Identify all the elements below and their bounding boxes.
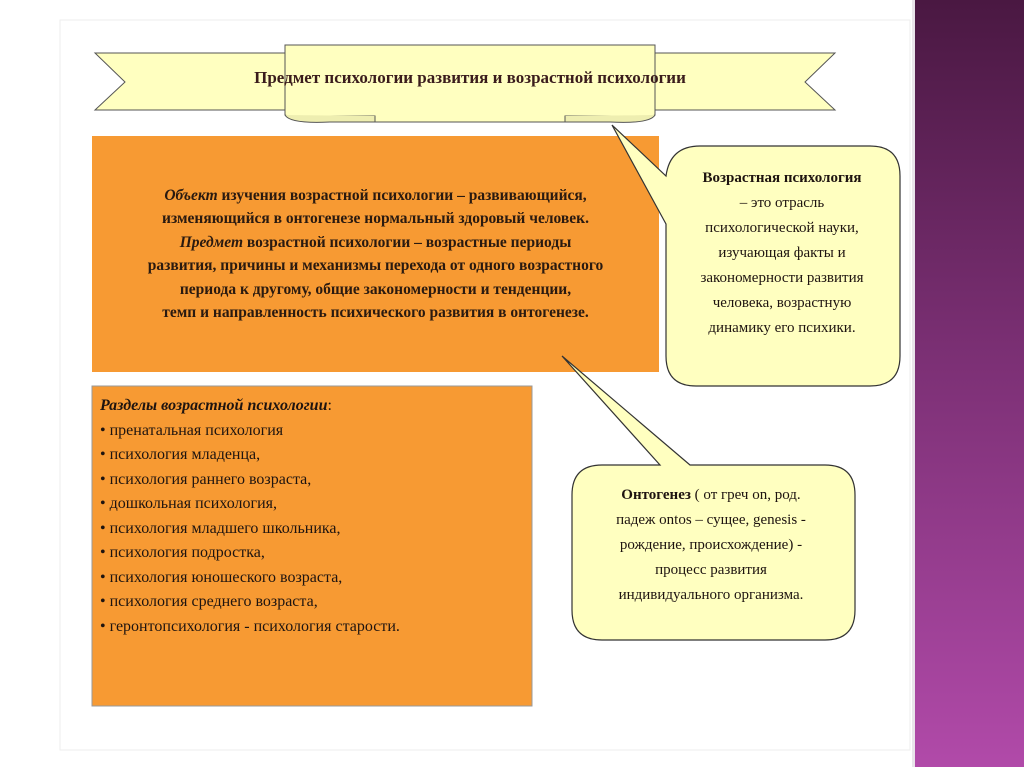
- text-line: рождение, происхождение) -: [619, 537, 803, 553]
- text-line: Онтогенез ( от греч on, род.: [621, 487, 801, 503]
- sections-box: [92, 386, 532, 706]
- decorative-side-panel: [915, 0, 1024, 767]
- list-item: • психология младенца,: [100, 446, 261, 463]
- list-item: • психология раннего возраста,: [100, 470, 312, 488]
- callout-term: Возрастная психология: [702, 170, 862, 186]
- list-item: • пренатальная психология: [100, 421, 284, 439]
- list-item: • психология младшего школьника,: [100, 519, 341, 537]
- text-line: – это отрасль: [739, 195, 825, 211]
- text-line: человека, возрастную: [712, 295, 852, 311]
- slide-title: Предмет психологии развития и возрастной психологии: [254, 68, 686, 87]
- text-line: динамику его психики.: [708, 320, 856, 336]
- text-line: процесс развития: [655, 562, 767, 578]
- text-line: психологической науки,: [705, 220, 859, 236]
- sections-heading: Разделы возрастной психологии:: [100, 397, 332, 414]
- list-item: • психология подростка,: [100, 544, 265, 561]
- text-line: Предмет возрастной психологии – возрастные периоды: [179, 233, 572, 251]
- text-line: закономерности развития: [700, 270, 864, 286]
- text-line: периода к другому, общие закономерности и тенденции,: [179, 280, 572, 298]
- text-line: темп и направленность психического развития в онтогенезе.: [162, 304, 589, 321]
- list-item: • дошкольная психология,: [100, 495, 277, 512]
- text-line: развития, причины и механизмы перехода от одного возрастного: [147, 257, 604, 274]
- list-item: • психология юношеского возраста,: [100, 568, 343, 586]
- text-line: изучающая факты и: [718, 245, 846, 261]
- text-line: Объект изучения возрастной психологии – развивающийся,: [164, 186, 587, 204]
- list-item: • психология среднего возраста,: [100, 593, 318, 610]
- list-item: • геронтопсихология - психология старости.: [100, 617, 400, 635]
- callout-age-psychology: [666, 166, 898, 341]
- callout-ontogenesis: [572, 483, 850, 608]
- text-line: изменяющийся в онтогенезе нормальный здоровый человек.: [162, 210, 589, 227]
- text-line: падеж ontos – сущее, genesis -: [616, 512, 806, 528]
- object-subject-box: [92, 136, 659, 372]
- text-line: индивидуального организма.: [618, 587, 804, 603]
